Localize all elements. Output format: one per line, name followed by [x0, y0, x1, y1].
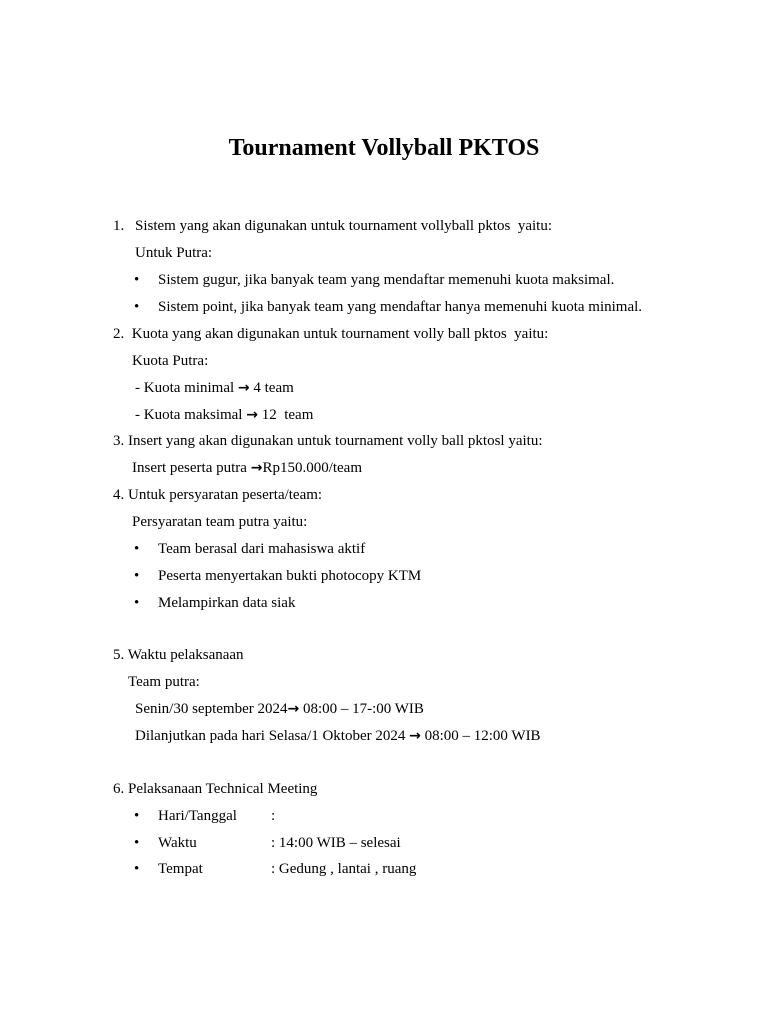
schedule-day1-label: Senin/30 september 2024: [135, 701, 288, 717]
tm-place-label: Tempat: [158, 861, 203, 877]
schedule-day1-value: 08:00 – 17-:00 WIB: [299, 701, 424, 717]
tm-time-label: Waktu: [158, 835, 197, 851]
arrow-right-icon: →: [409, 728, 421, 744]
section1-bullet-2: Sistem point, jika banyak team yang mendaftar hanya memenuhi kuota minimal.: [158, 299, 643, 315]
section4-bullet-1: Team berasal dari mahasiswa aktif: [158, 541, 366, 557]
section3-heading: 3. Insert yang akan digunakan untuk tournament volly ball pktosl yaitu:: [113, 433, 543, 449]
section6-heading: 6. Pelaksanaan Technical Meeting: [113, 781, 318, 797]
section1-heading: Sistem yang akan digunakan untuk tournament vollyball pktos yaitu:: [135, 218, 553, 234]
bullet-icon: •: [134, 299, 140, 315]
document-title: Tournament Vollyball PKTOS: [228, 135, 540, 161]
bullet-icon: •: [134, 272, 140, 288]
quota-minimal-value: 4 team: [249, 380, 294, 396]
bullet-icon: •: [134, 568, 140, 584]
arrow-right-icon: →: [250, 460, 263, 476]
quota-minimal-line: [135, 378, 294, 398]
quota-maximal-value: 12 team: [257, 407, 314, 423]
schedule-day2-value: 08:00 – 12:00 WIB: [420, 728, 541, 744]
quota-maximal-line: [135, 405, 313, 425]
insert-fee-value: Rp150.000/team: [262, 460, 363, 476]
section2-heading: 2. Kuota yang akan digunakan untuk tournament volly ball pktos yaitu:: [113, 326, 549, 342]
bullet-icon: •: [134, 541, 140, 557]
section1-number: 1.: [113, 218, 125, 234]
arrow-right-icon: →: [287, 701, 300, 717]
tm-date-value: :: [271, 808, 276, 824]
schedule-day2-line: [135, 726, 541, 746]
section5-heading: 5. Waktu pelaksanaan: [113, 647, 244, 663]
section4-heading: 4. Untuk persyaratan peserta/team:: [113, 487, 323, 503]
bullet-icon: •: [134, 835, 140, 851]
schedule-day2-label: Dilanjutkan pada hari Selasa/1 Oktober 2024: [135, 728, 410, 744]
schedule-day1-line: [135, 699, 424, 719]
insert-fee-label: Insert peserta putra: [132, 460, 251, 476]
quota-minimal-label: - Kuota minimal: [135, 380, 238, 396]
arrow-right-icon: →: [246, 407, 258, 423]
section1-subheading: Untuk Putra:: [135, 245, 213, 261]
section4-bullet-2: Peserta menyertakan bukti photocopy KTM: [158, 568, 422, 584]
quota-maximal-label: - Kuota maksimal: [135, 407, 247, 423]
bullet-icon: •: [134, 595, 140, 611]
tm-date-label: Hari/Tanggal: [158, 808, 237, 824]
tm-place-value: : Gedung , lantai , ruang: [271, 861, 417, 877]
section5-subheading: Team putra:: [128, 674, 200, 690]
arrow-right-icon: →: [237, 380, 250, 396]
section4-bullet-3: Melampirkan data siak: [158, 595, 296, 611]
insert-fee-line: [132, 458, 362, 478]
bullet-icon: •: [134, 861, 140, 877]
section4-subheading: Persyaratan team putra yaitu:: [132, 514, 308, 530]
section1-bullet-1: Sistem gugur, jika banyak team yang mendaftar memenuhi kuota maksimal.: [158, 272, 615, 288]
tm-time-value: : 14:00 WIB – selesai: [271, 835, 401, 851]
section2-subheading: Kuota Putra:: [132, 353, 209, 369]
bullet-icon: •: [134, 808, 140, 824]
